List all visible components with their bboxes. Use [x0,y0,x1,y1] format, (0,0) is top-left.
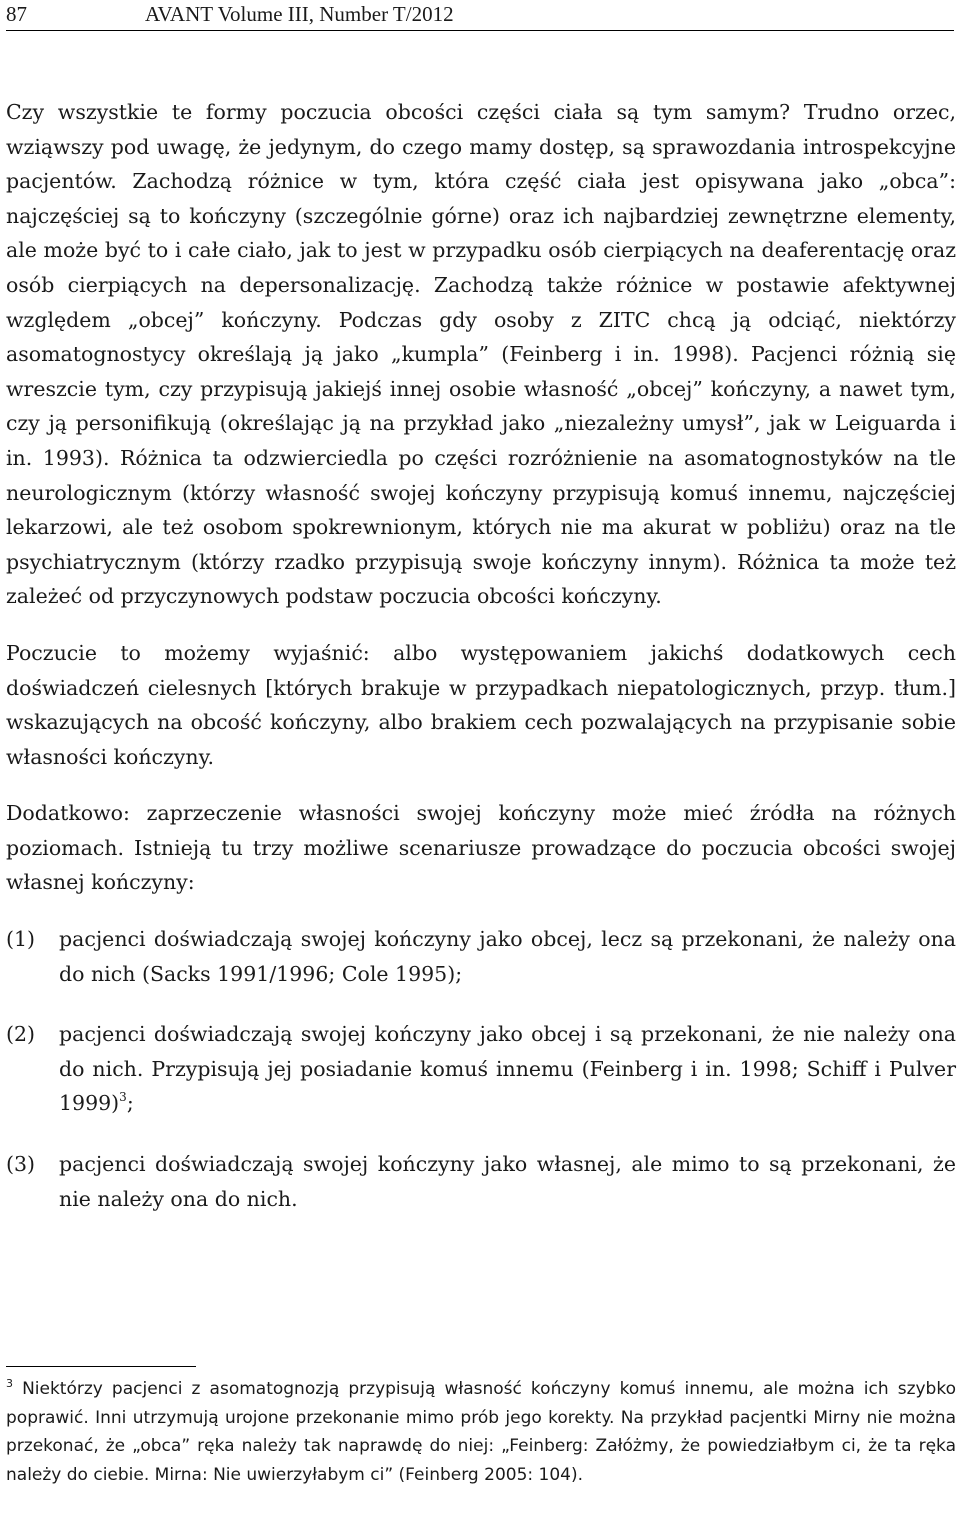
footnote-reference[interactable]: 3 [119,1090,127,1105]
list-number: (2) [6,1022,36,1047]
running-header [6,0,954,31]
list-text: pacjenci doświadczają swojej kończyny jako własnej, ale mimo to są przekonani, że nie należy ona do nich. [59,1152,956,1211]
footnote [6,1375,956,1489]
paragraph: Czy wszystkie te formy poczucia obcości części ciała są tym samym? Trudno orzec, wziąwszy pod uwagę, że jedynym, do czego mamy dostęp, są sprawozdania introspekcyjne pacjentów. Zachodzą różnice w tym, która część ciała jest opisywana jako „obca”: najczęściej są to kończyny (szczególnie górne) oraz ich najbardziej zewnętrzne elementy, ale może być to i całe ciało, jak to jest w przypadku osób cierpiących na deaferentację oraz osób cierpiących na depersonalizację. Zachodzą także różnice w postawie afektywnej względem „obcej” kończyny. Podczas gdy osoby z ZITC chcą ją odciąć, niektórzy asomatognostycy określają ją jako „kumpla” (Feinberg i in. 1998). Pacjenci różnią się wreszcie tym, czy przypisują jakiejś innej osobie własność „obcej” kończyny, a nawet tym, czy ją personifikują (określając ją na przykład jako „niezależny umysł”, jak w Leiguarda i in. 1993). Różnica ta odzwierciedla po części rozróżnienie na asomatognostyków na tle neurologicznym (którzy własność swojej kończyny przypisują komuś innemu, najczęściej lekarzowi, ale też osobom spokrewnionym, których nie ma akurat w pobliżu) oraz na tle psychiatrycznym (którzy rzadko przypisują swoje kończyny innym). Różnica ta może też zależeć od przyczynowych podstaw poczucia obcości kończyny. [6,100,956,609]
footnote-separator [6,1366,196,1367]
page-number: 87 [6,2,27,26]
paragraph: Poczucie to możemy wyjaśnić: albo występowaniem jakichś dodatkowych cech doświadczeń cielesnych [których brakuje w przypadkach niepatologicznych, przyp. tłum.] wskazujących na obcość kończyny, albo brakiem cech pozwalających na przypisanie sobie własności kończyny. [6,640,956,769]
list-text: pacjenci doświadczają swojej kończyny jako obcej, lecz są przekonani, że należy ona do nich (Sacks 1991/1996; Cole 1995); [59,927,956,986]
list-number: (3) [6,1152,36,1177]
paragraph: Dodatkowo: zaprzeczenie własności swojej kończyny może mieć źródła na różnych poziomach. Istnieją tu trzy możliwe scenariusze prowadzące do poczucia obcości swojej własnej kończyny: [6,801,956,895]
list-item [6,1147,956,1216]
list-number: (1) [6,927,36,952]
footnote-text: Niektórzy pacjenci z asomatognozją przypisują własność kończyny komuś innemu, ale można ich szybko poprawić. Inni utrzymują urojone przekonanie mimo prób jego korekty. Na przykład pacjentki Mirny nie można przekonać, że „obca” ręka należy tak naprawdę do niej: „Feinberg: Załóżmy, że powiedziałbym ci, że ta ręka należy do ciebie. Mirna: Nie uwierzyłabym ci” (Feinberg 2005: 104). [6,1379,956,1485]
footnote-marker: 3 [6,1377,13,1390]
list-item [6,1017,956,1121]
list-text: pacjenci doświadczają swojej kończyny jako obcej i są przekonani, że nie należy ona do nich. Przypisują jej posiadanie komuś innemu (Feinberg i in. 1998; Schiff i Pulver 1999)$^3$; [59,1022,956,1116]
list-item [6,922,956,991]
journal-title: AVANT Volume III, Number T/2012 [145,2,454,26]
main-text [6,95,956,1242]
